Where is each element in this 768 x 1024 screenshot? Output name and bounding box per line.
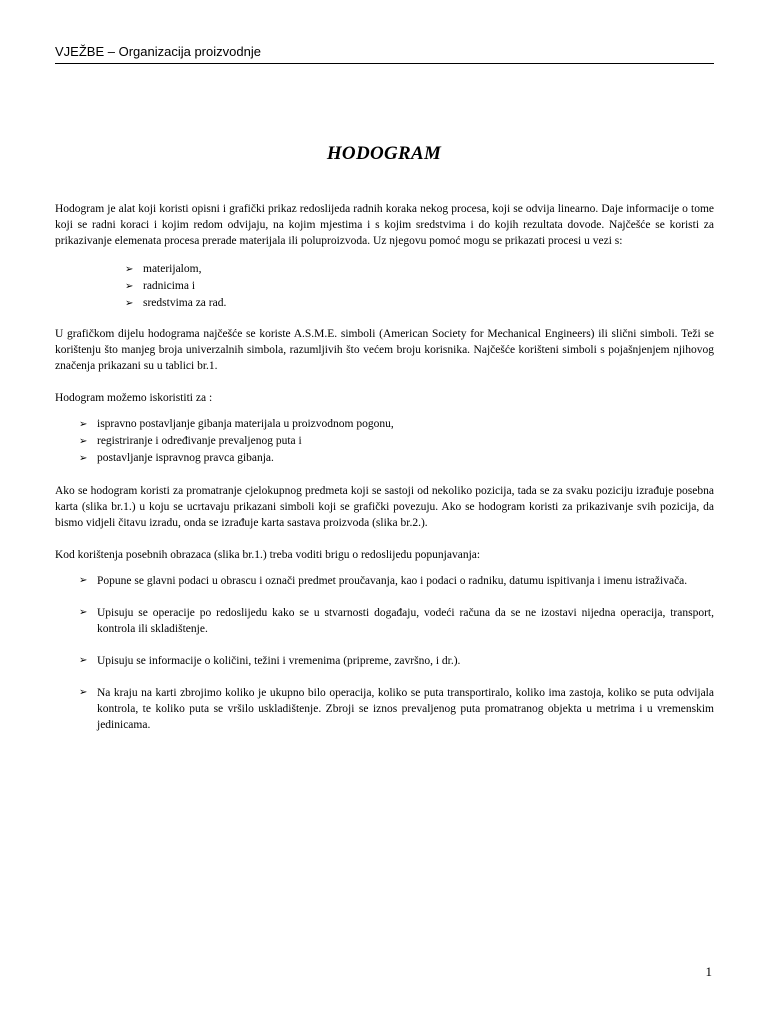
page-number: 1: [705, 964, 712, 979]
list-item: [125, 261, 714, 278]
arrow-bullet-icon: ➢: [79, 607, 88, 618]
paragraph-cards: Ako se hodogram koristi za promatranje cjelokupnog predmeta koji se sastoji od nekoliko pozicija, tada se za svaku poziciju izrađuje posebna karta (slika br.1.) u koju se ucrtavaju prikazani simboli koji se grafički povezuju. Ako se hodogram koristi za prikazivanje svih pozicija, da bismo vidjeli čitavu izradu, onda se izrađuje karta sastava proizvoda (slika br.2.).: [55, 485, 714, 529]
paragraph-symbols: U grafičkom dijelu hodograma najčešće se koriste A.S.M.E. simboli (American Society for Mechanical Engineers) ili slični simboli. Teži se korištenju što manjeg broja univerzalnih simbola, razumljivih što većem broju korisnika. Najčešće korišteni simboli s pojašnjenjem njihovog značenja prikazani su u tablici br.1.: [55, 328, 714, 372]
list-item: [79, 685, 714, 733]
paragraph-forms: Kod korištenja posebnih obrazaca (slika br.1.) treba voditi brigu o redoslijedu popunjavanja:: [55, 549, 481, 561]
list-item-text: Upisuju se informacije o količini, težini i vremenima (pripreme, završno, i dr.).: [97, 655, 461, 667]
list-item-text: Popune se glavni podaci u obrascu i označi predmet proučavanja, kao i podaci o radniku, datumu ispitivanja i imenu istraživača.: [97, 575, 688, 587]
arrow-bullet-icon: ➢: [79, 655, 88, 666]
list-item: [79, 605, 714, 637]
list-item: [79, 573, 714, 589]
list-item: [79, 450, 714, 467]
steps-list: [55, 573, 714, 733]
arrow-bullet-icon: ➢: [79, 575, 88, 586]
list-item-text: registriranje i određivanje prevaljenog puta i: [97, 435, 302, 447]
arrow-bullet-icon: ➢: [79, 436, 88, 447]
list-item-text: postavljanje ispravnog pravca gibanja.: [97, 452, 274, 464]
paragraph-intro: Hodogram je alat koji koristi opisni i grafički prikaz redoslijeda radnih koraka nekog procesa, koji se odvija linearno. Daje informacije o tome koji se radni koraci i kojim redom odvijaju, na kojim mjestima i s kojim sredstvima i do kojih rezultata dovode. Najčešće se koristi za prikazivanje elemenata procesa prerade materijala ili poluproizvoda. Uz njegovu pomoć mogu se prikazati procesi u vezi s:: [55, 203, 714, 247]
list-item-text: Na kraju na karti zbrojimo koliko je ukupno bilo operacija, koliko se puta transportiralo, koliko ima zastoja, koliko se puta odvijala kontrola, te koliko puta se vršilo uskladištenje. Zbroji se iznos prevaljenog puta promatranog objekta u metrima i u vremenskim jedinicama.: [97, 687, 714, 731]
arrow-bullet-icon: ➢: [79, 687, 88, 698]
list-item-text: Upisuju se operacije po redoslijedu kako se u stvarnosti događaju, vodeći računa da se ne izostavi nijedna operacija, transport, kontrola ili skladištenje.: [97, 607, 714, 635]
list-item-text: materijalom,: [143, 263, 202, 275]
list-item: [79, 653, 714, 669]
list-item: [125, 278, 714, 295]
arrow-bullet-icon: ➢: [125, 298, 134, 309]
list-item: [125, 295, 714, 312]
header-text: VJEŽBE – Organizacija proizvodnje: [55, 44, 261, 59]
document-body: [55, 201, 714, 749]
arrow-bullet-icon: ➢: [79, 453, 88, 464]
arrow-bullet-icon: ➢: [125, 281, 134, 292]
list-item: [79, 433, 714, 450]
list-item-text: sredstvima za rad.: [143, 297, 227, 309]
page-header: [55, 44, 714, 64]
arrow-bullet-icon: ➢: [79, 419, 88, 430]
usage-list: [55, 416, 714, 467]
paragraph-usage: Hodogram možemo iskoristiti za :: [55, 392, 213, 404]
list-item-text: radnicima i: [143, 280, 196, 292]
list-item: [79, 416, 714, 433]
process-list: [55, 261, 714, 312]
list-item-text: ispravno postavljanje gibanja materijala u proizvodnom pogonu,: [97, 418, 394, 430]
arrow-bullet-icon: ➢: [125, 264, 134, 275]
document-title: HODOGRAM: [326, 143, 442, 164]
